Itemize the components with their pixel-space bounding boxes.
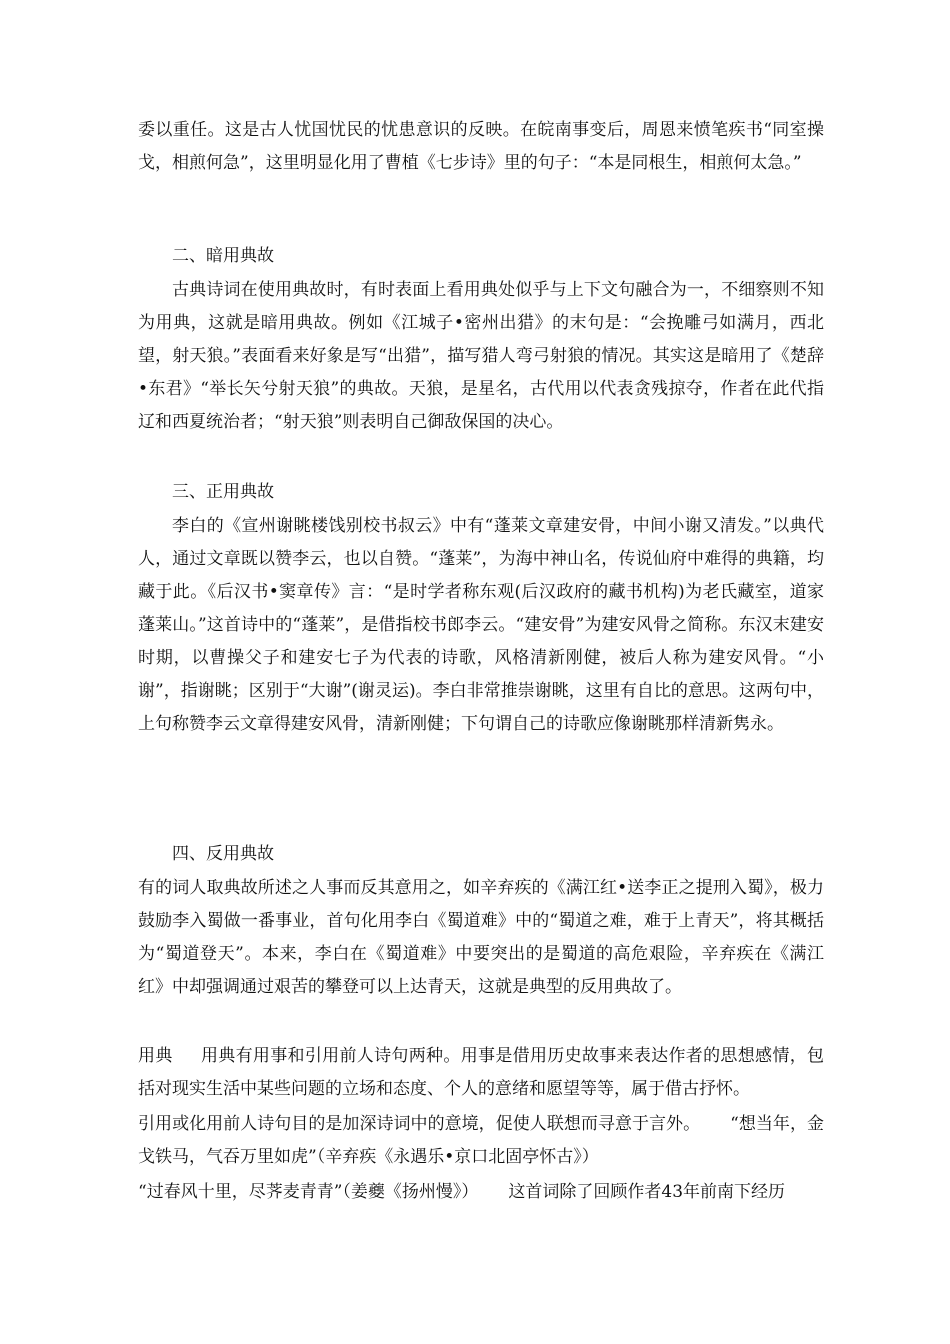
heading-reverse-allusion: 四、反用典故 <box>172 844 274 864</box>
quoting-purpose-text: 引用或化用前人诗句目的是加深诗词中的意境，促使人联想而寻意于言外。 <box>138 1114 701 1134</box>
heading-direct-allusion: 三、正用典故 <box>172 482 274 502</box>
allusion-definition-text: 用典有用事和引用前人诗句两种。用事是借用历史故事来表达作者的思想感情，包括对现实生活中某些问题的立场和态度、个人的意绪和愿望等等，属于借古抒怀。 <box>138 1046 825 1099</box>
paragraph-quoting-poems <box>138 1108 824 1174</box>
paragraph-implicit-allusion: 古典诗词在使用典故时，有时表面上看用典处似乎与上下文句融合为一，不细察则不知为用典，这就是暗用典故。例如《江城子•密州出猎》的末句是：“会挽雕弓如满月，西北望，射天狼。”表面看来好象是写“出猎”，描写猎人弯弓射狼的情况。其实这是暗用了《楚辞•东君》“举长矢兮射天狼”的典故。天狼，是星名，古代用以代表贪残掠夺，作者在此代指辽和西夏统治者；“射天狼”则表明自己御敌保国的决心。 <box>138 280 824 432</box>
paragraph-allusion-definition <box>138 1040 824 1106</box>
paragraph-intro: 委以重任。这是古人忧国忧民的忧患意识的反映。在皖南事变后，周恩来愤笔疾书“同室操戈，相煎何急”，这里明显化用了曹植《七步诗》里的句子：“本是同根生，相煎何太急。” <box>138 120 824 173</box>
paragraph-reverse-allusion: 有的词人取典故所述之人事而反其意用之，如辛弃疾的《满江红•送李正之提刑入蜀》，极力鼓励李入蜀做一番事业，首句化用李白《蜀道难》中的“蜀道之难，难于上青天”，将其概括为“蜀道登天”。本来，李白在《蜀道难》中要突出的是蜀道的高危艰险，辛弃疾在《满江红》中却强调通过艰苦的攀登可以上达青天，这就是典型的反用典故了。 <box>138 878 824 997</box>
heading-implicit-allusion: 二、暗用典故 <box>172 246 274 266</box>
paragraph-quote-jiang-kui <box>138 1176 824 1209</box>
paragraph-direct-allusion: 李白的《宣州谢眺楼饯别校书叔云》中有“蓬莱文章建安骨，中间小谢又清发。”以典代人，通过文章既以赞李云，也以自赞。“蓬莱”，为海中神山名，传说仙府中难得的典籍，均藏于此。《后汉书•窦章传》言：“是时学者称东观(后汉政府的藏书机构)为老氏藏室，道家蓬莱山。”这首诗中的“蓬莱”，是借指校书郎李云。“建安骨”为建安风骨之简称。东汉末建安时期，以曹操父子和建安七子为代表的诗歌，风格清新刚健，被后人称为建安风骨。“小谢”，指谢眺；区别于“大谢”(谢灵运)。李白非常推崇谢眺，这里有自比的意思。这两句中，上句称赞李云文章得建安风骨，清新刚健；下句谓自己的诗歌应像谢眺那样清新隽永。 <box>138 516 824 734</box>
allusion-label: 用典 <box>138 1046 173 1066</box>
quote-commentary: 这首词除了回顾作者43年前南下经历 <box>508 1182 786 1202</box>
quote-xin-qiji: “想当年，金戈铁马，气吞万里如虎”（辛弃疾《永遇乐•京口北固亭怀古》） <box>138 1114 824 1167</box>
quote-jiang-kui: “过春风十里，尽荠麦青青”（姜夔《扬州慢》） <box>138 1182 479 1202</box>
